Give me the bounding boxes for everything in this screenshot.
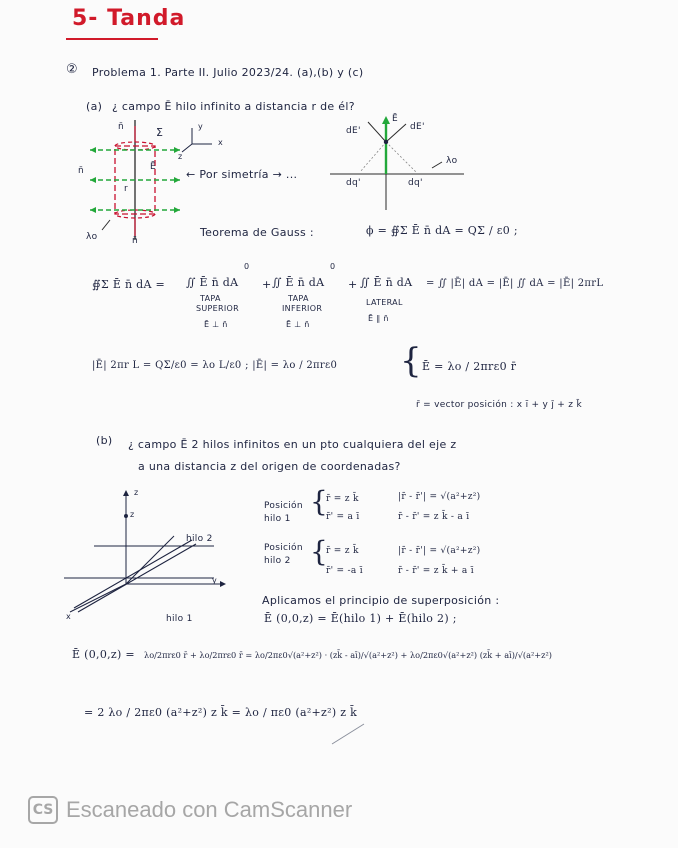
part-b-question-2: a una distancia z del origen de coordenadas? (138, 460, 401, 473)
pos2-r: r̄ = z k̄ (326, 546, 359, 556)
pos1-label: Posición hilo 1 (264, 501, 303, 524)
page-title: 5- Tanda (72, 6, 186, 31)
two-wires-figure (64, 488, 234, 618)
part-b-label: (b) (96, 434, 113, 447)
fig-b-x-axis: x (66, 612, 72, 621)
pos2-brace: { (310, 535, 329, 568)
label-n-top: n̄ (118, 122, 125, 132)
flux-term-top-caption3: Ē ⊥ n̄ (204, 320, 228, 329)
superposition-line-1: Aplicamos el principio de superposición : (262, 594, 500, 607)
pos2-rp: r̄' = -a ī (326, 566, 363, 576)
pos1-diff: r̄ - r̄' = z k̄ - a ī (398, 512, 470, 522)
flux-term-bottom-expr: ∬ Ē n̄ dA (272, 276, 325, 289)
fig-b-z-point: z (130, 510, 135, 519)
flux-term-top-caption2: SUPERIOR (196, 304, 239, 313)
label-E-vec: Ē (150, 162, 156, 172)
position-vector: r̄ = vector posición : x ī + y j̄ + z k̄ (416, 400, 582, 410)
E-total-rhs: λo/2πrε0 r̄ + λo/2πrε0 r̄ = λo/2πε0√(a²+z²) · (zk̄ - aī)/√(a²+z²) + λo/2πε0√(a²+z²) (zk̄ + aī)/√(a²+z²) (144, 650, 552, 660)
part-a-label: (a) (86, 100, 103, 113)
result-E: Ē = λo / 2πrε0 r̄ (422, 360, 517, 373)
label-lo-right: λo (446, 156, 458, 166)
label-sigma: Σ (156, 126, 164, 139)
label-dE-left: dE' (346, 126, 361, 136)
plus-2: + (348, 278, 358, 291)
flux-term-lateral-caption1: LATERAL (366, 298, 403, 307)
axis-label-x: x (218, 138, 224, 147)
fig-b-z-axis: z (134, 488, 139, 497)
flux-term-bottom-caption3: Ē ⊥ n̄ (286, 320, 310, 329)
flux-term-bottom-caption1: TAPA (288, 294, 309, 303)
symmetry-note: ← Por simetría → ... (186, 168, 298, 181)
fig-b-hilo1: hilo 1 (166, 614, 193, 624)
problem-heading: Problema 1. Parte II. Julio 2023/24. (a),(b) y (c) (92, 66, 364, 79)
label-dE-right: dE' (410, 122, 425, 132)
pos1-rp: r̄' = a ī (326, 512, 360, 522)
flux-term-bottom-sup: 0 (330, 262, 336, 271)
flux-lhs: ∯Σ Ē n̄ dA = (92, 278, 166, 291)
result-line: |Ē| 2πr L = QΣ/ε0 = λo L/ε0 ; |Ē| = λo / 2πrε0 (92, 360, 338, 371)
superposition-line-2: Ē (0,0,z) = Ē(hilo 1) + Ē(hilo 2) ; (264, 612, 457, 625)
camscanner-logo-icon: CS (28, 796, 58, 824)
flux-rhs: = ∬ |Ē| dA = |Ē| ∬ dA = |Ē| 2πrL (426, 278, 604, 289)
label-E-top: Ē (392, 114, 398, 124)
label-dq-left: dq' (346, 178, 361, 188)
final-stroke (330, 720, 370, 750)
fig-b-y-axis: y (212, 576, 218, 585)
pos1-mod: |r̄ - r̄'| = √(a²+z²) (398, 492, 481, 502)
final-result: = 2 λo / 2πε0 (a²+z²) z k̄ = λo / πε0 (a²+z²) z k̄ (84, 706, 358, 719)
result-brace: { (400, 341, 422, 381)
plus-1: + (262, 278, 272, 291)
label-lambda0: λo (86, 232, 98, 242)
title-underline (66, 38, 158, 40)
label-n-bottom: n̄ (132, 236, 139, 246)
pos2-mod: |r̄ - r̄'| = √(a²+z²) (398, 546, 481, 556)
label-n-left: n̄ (78, 166, 85, 176)
part-a-question: ¿ campo Ē hilo infinito a distancia r de él? (112, 100, 355, 113)
flux-term-top-sup: 0 (244, 262, 250, 271)
pos2-label: Posición hilo 2 (264, 543, 303, 566)
label-r: r (124, 184, 129, 194)
pos1-r: r̄ = z k̄ (326, 494, 359, 504)
camscanner-watermark (28, 796, 352, 824)
flux-term-top-caption1: TAPA (200, 294, 221, 303)
gauss-cylinder-figure (80, 118, 190, 248)
flux-term-lateral-caption3: Ē ∥ n̄ (368, 314, 389, 323)
pos2-diff: r̄ - r̄' = z k̄ + a ī (398, 566, 474, 576)
gauss-formula: ϕ = ∯Σ Ē n̄ dA = QΣ / ε0 ; (366, 224, 518, 237)
problem-number: ② (66, 62, 78, 77)
flux-term-lateral-expr: ∬ Ē n̄ dA (360, 276, 413, 289)
flux-term-bottom-caption2: INFERIOR (282, 304, 323, 313)
pos1-brace: { (310, 485, 329, 518)
fig-b-hilo2: hilo 2 (186, 534, 213, 544)
part-b-question-1: ¿ campo Ē 2 hilos infinitos en un pto cualquiera del eje z (128, 438, 457, 451)
label-dq-right: dq' (408, 178, 423, 188)
camscanner-text: Escaneado con CamScanner (66, 797, 353, 822)
axis-label-y: y (198, 122, 204, 131)
flux-term-top-expr: ∬ Ē n̄ dA (186, 276, 239, 289)
gauss-label: Teorema de Gauss : (200, 226, 314, 239)
E-total-lhs: Ē (0,0,z) = (72, 648, 135, 661)
axis-label-z: z (178, 152, 183, 161)
